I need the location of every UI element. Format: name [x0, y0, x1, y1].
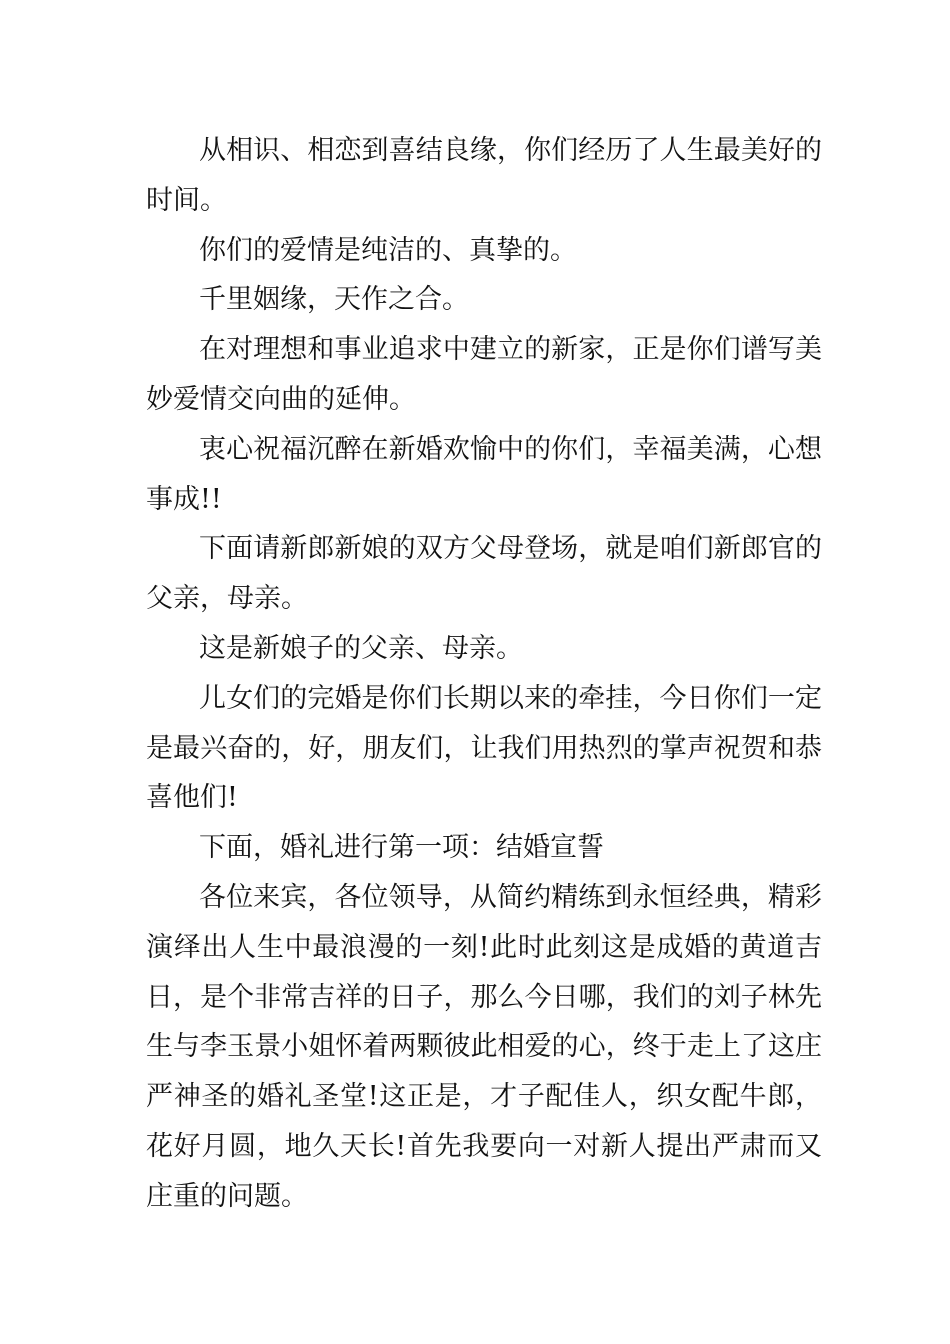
- paragraph: 儿女们的完婚是你们长期以来的牵挂，今日你们一定是最兴奋的，好，朋友们，让我们用热烈的掌声祝贺和恭喜他们!: [146, 682, 822, 814]
- paragraph: 你们的爱情是纯洁的、真挚的。: [199, 234, 577, 266]
- paragraph: 千里姻缘，天作之合。: [199, 284, 469, 316]
- paragraph: 从相识、相恋到喜结良缘，你们经历了人生最美好的时间。: [146, 135, 822, 216]
- paragraph: 在对理想和事业追求中建立的新家，正是你们谱写美妙爱情交向曲的延伸。: [146, 334, 822, 415]
- paragraph: 下面请新郎新娘的双方父母登场，就是咱们新郎官的父亲，母亲。: [146, 533, 822, 615]
- paragraph: 衷心祝福沉醉在新婚欢愉中的你们，幸福美满，心想事成!!: [146, 433, 822, 515]
- paragraph: 这是新娘子的父亲、母亲。: [199, 632, 523, 664]
- paragraph: 各位来宾，各位领导，从简约精练到永恒经典，精彩演绎出人生中最浪漫的一刻!此时此刻这是成婚的黄道吉日，是个非常吉祥的日子，那么今日哪，我们的刘子林先生与李玉景小姐怀着两颗彼此相爱的心，终于走上了这庄严神圣的婚礼圣堂!这正是，才子配佳人，织女配牛郎，花好月圆，地久天长!首先我要向一对新人提出严肃而又庄重的问题。: [146, 881, 822, 1212]
- document-body: [146, 126, 822, 1222]
- paragraph: 下面，婚礼进行第一项：结婚宣誓: [199, 832, 604, 864]
